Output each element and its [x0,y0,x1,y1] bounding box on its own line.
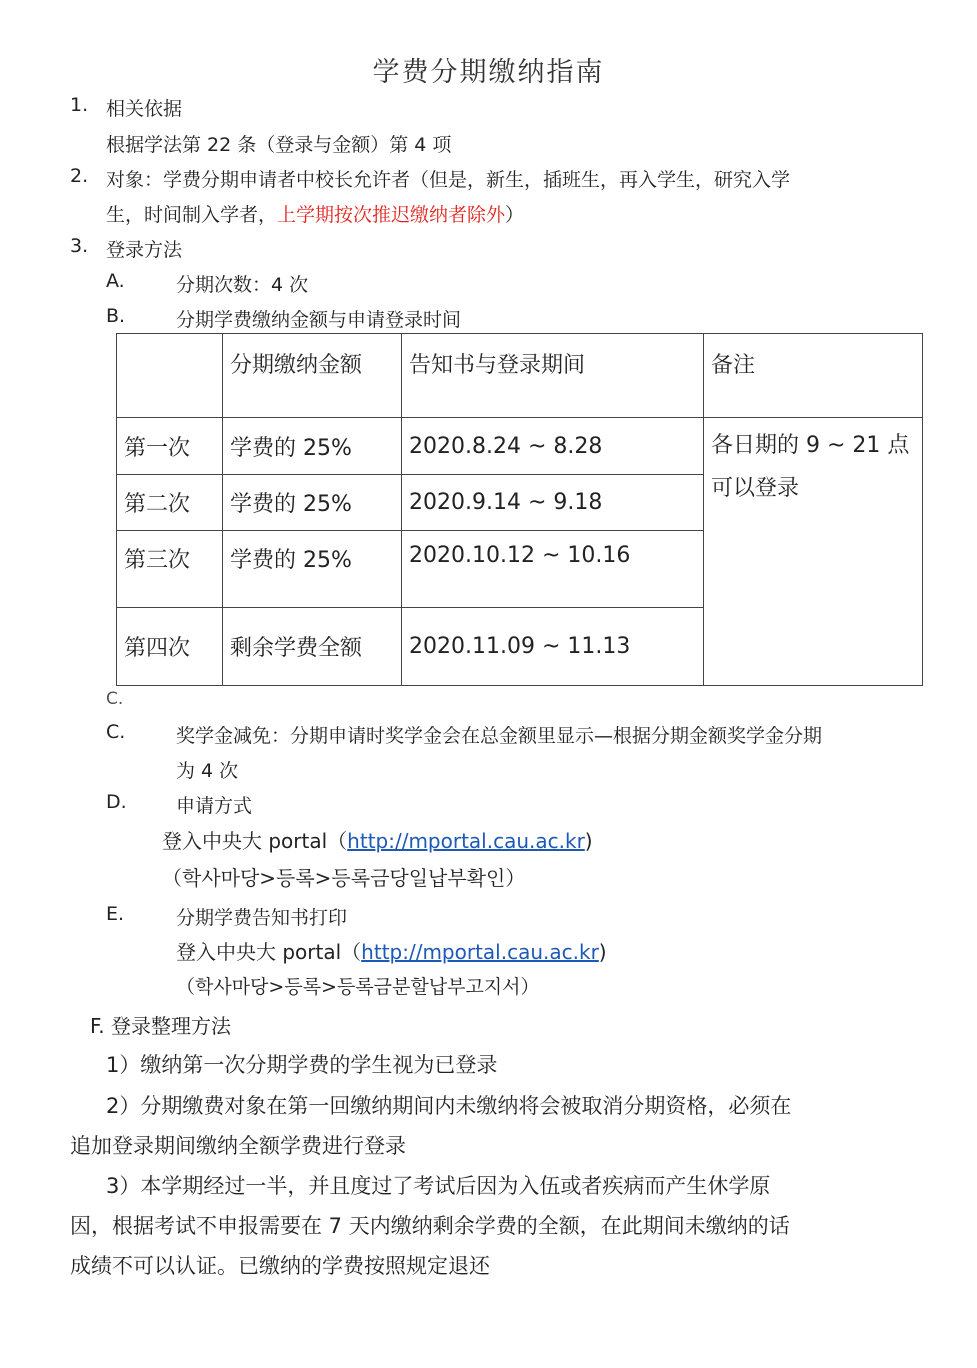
section-f-heading: F. 登录整理方法 [90,1014,232,1038]
sub-a-letter: A. [106,270,125,292]
sub-c-letter: C. [106,721,126,743]
sub-d-heading: 申请方式 [176,795,253,817]
section-2-exception-text: 上学期按次推迟缴纳者除外 [277,204,506,226]
sub-e-portal-line [176,936,607,965]
table-cell-amount: 学费的 25% [223,418,402,475]
section-1-heading: 相关依据 [106,98,183,120]
sub-b-text: 分期学费缴纳金额与申请登录时间 [176,309,462,331]
table-cell-amount: 剩余学费全额 [223,608,402,686]
table-cell-note: 各日期的 9 ~ 21 点可以登录 [704,418,923,686]
section-2-line-2 [106,200,524,227]
section-f-item-3-line-2: 因，根据考试不申报需要在 7 天内缴纳剩余学费的全额，在此期间未缴纳的话 [70,1214,790,1238]
sub-d-portal-line [162,825,593,854]
table-cell-period: 2020.8.24 ~ 8.28 [402,418,704,475]
sub-e-portal-close: ) [598,940,607,964]
sub-e-heading: 分期学费告知书打印 [176,907,348,929]
sub-d-letter: D. [106,791,127,813]
sub-e-menu-path: （학사마당>등록>등록금분할납부고지서） [176,976,540,998]
table-cell-installment: 第四次 [117,608,223,686]
table-cell-period: 2020.10.12 ~ 10.16 [402,531,704,608]
section-1-body: 根据学法第 22 条（登录与金额）第 4 项 [106,134,452,156]
sub-a-text: 分期次数：4 次 [176,274,309,296]
table-cell-period: 2020.11.09 ~ 11.13 [402,608,704,686]
section-1-number: 1. [70,94,89,116]
portal-link[interactable]: http://mportal.cau.ac.kr [347,829,585,853]
installment-table [116,333,923,686]
table-header-cell: 分期缴纳金额 [223,334,402,418]
portal-link[interactable]: http://mportal.cau.ac.kr [361,940,599,964]
section-f-item-2-line-1: 2）分期缴费对象在第一回缴纳期间内未缴纳将会被取消分期资格，必须在 [106,1094,792,1118]
section-f-item-3-line-3: 成绩不可以认证。已缴纳的学费按照规定退还 [70,1254,490,1278]
table-header-row [117,334,923,418]
table-cell-installment: 第二次 [117,475,223,531]
table-header-cell: 告知书与登录期间 [402,334,704,418]
section-f-item-1: 1）缴纳第一次分期学费的学生视为已登录 [106,1053,498,1077]
table-cell-installment: 第三次 [117,531,223,608]
section-2-line-2-close: ） [505,204,525,226]
sub-d-menu-path: （학사마당>등록>등록금당일납부확인） [162,866,526,890]
sub-c-line-2: 为 4 次 [176,760,239,782]
sub-e-portal-text: 登入中央大 portal（ [176,940,362,964]
sub-e-letter: E. [106,903,125,925]
section-3-number: 3. [70,235,89,257]
section-3-heading: 登录方法 [106,239,183,261]
section-2-line-1: 对象：学费分期申请者中校长允许者（但是，新生，插班生，再入学生，研究入学 [106,169,791,191]
table-row [117,418,923,475]
section-f-item-2-line-2: 追加登录期间缴纳全额学费进行登录 [70,1134,406,1158]
stray-letter-c: C. [106,689,124,709]
table-cell-period: 2020.9.14 ~ 9.18 [402,475,704,531]
table-cell-amount: 学费的 25% [223,475,402,531]
page-title: 学费分期缴纳指南 [372,57,605,88]
table-header-cell [117,334,223,418]
table-cell-amount: 学费的 25% [223,531,402,608]
sub-d-portal-close: ) [584,829,593,853]
section-2-line-2-text: 生，时间制入学者， [106,204,278,226]
sub-d-portal-text: 登入中央大 portal（ [162,829,348,853]
section-f-item-3-line-1: 3）本学期经过一半，并且度过了考试后因为入伍或者疾病而产生休学原 [106,1174,771,1198]
table-cell-installment: 第一次 [117,418,223,475]
table-header-cell: 备注 [704,334,923,418]
sub-c-line-1: 奖学金减免：分期申请时奖学金会在总金额里显示—根据分期金额奖学金分期 [176,725,823,747]
section-2-number: 2. [70,165,89,187]
sub-b-letter: B. [106,305,126,327]
